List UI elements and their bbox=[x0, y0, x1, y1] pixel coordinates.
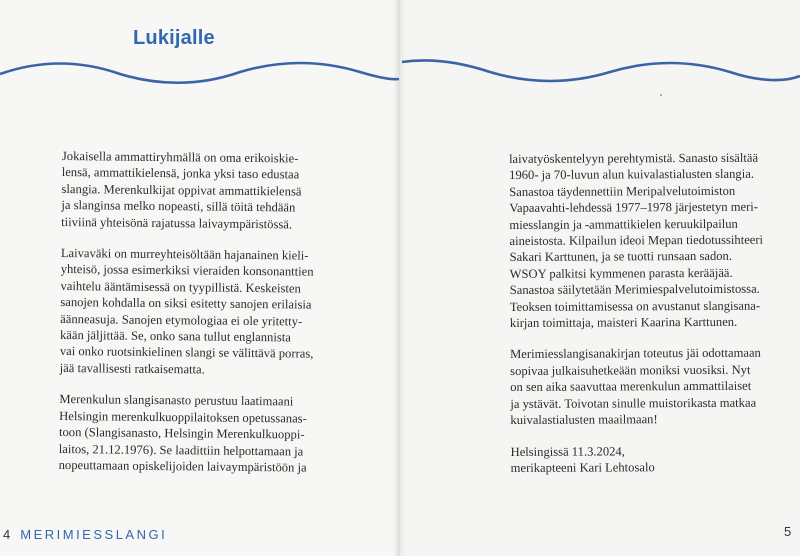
wave-divider bbox=[0, 52, 800, 92]
page-number-right: 5 bbox=[784, 524, 792, 539]
paper-speck bbox=[660, 94, 662, 96]
paragraph: Laivaväki on murreyhteisöltään hajanainen kieli- yhteisö, jossa esimerkiksi vieraiden konsonanttien vaihtelu ääntämisessä on tyypillistä. Keskeisten sanojen kohdalla on siksi esitetty sanojen erilaisia äänneasuja. Sanojen etymologiaa ei ole yritetty- kään jäljittää. Se, onko sana tullut englannista vai onko ruotsinkielinen slangi se välittävä porras, jää tavallisesti ratkaisematta. bbox=[59, 246, 314, 377]
paragraph: Jokaisella ammattiryhmällä on oma erikoiskie- lensä, ammattikielensä, jonka yksi taso edustaa slangia. Merenkulkijat oppivat ammattikielensä ja slanginsa melko nopeasti, sillä töitä tehdään tiiviinä yhteisönä rajatussa laivaympäristössä. bbox=[61, 148, 302, 232]
page-title: Lukijalle bbox=[133, 27, 215, 49]
right-text-column bbox=[509, 150, 781, 492]
paragraph: Merimiesslangisanakirjan toteutus jäi odottamaan sopivaa julkaisuhetkeään moniksi vuosiksi. Nyt on sen aika saavuttaa merenkulun ammattilaiset ja ystävät. Toivotan sinulle muistorikasta matkaa kuivalastialusten maailmaan! bbox=[510, 346, 761, 428]
signature: Helsingissä 11.3.2024, merikapteeni Kari Lehtosalo bbox=[510, 443, 655, 475]
paragraph: Merenkulun slangisanasto perustuu laatimaani Helsingin merenkulkuoppilaitoksen opetussanas- toon (Slangisanasto, Helsingin Merenkulkuoppi- laitos, 21.12.1976). Se laadittiin helpottamaan ja nopeuttamaan opiskelijoiden laivaympäristöön ja bbox=[58, 392, 307, 475]
left-footer bbox=[3, 527, 167, 542]
paragraph: laivatyöskentelyyn perehtymistä. Sanasto sisältää 1960- ja 70-luvun alun kuivalastialusten slangia. Sanastoa täydennettiin Meripalvelutoimiston Vapaavahti-lehdessä 1977–1978 järjestetyn meri- miesslangin ja -ammattikielen keruukilpailun aineistosta. Kilpailun ideoi Mepan tiedotussihteeri Sakari Karttunen, ja se tuotti runsaan sadon. WSOY palkitsi kymmenen parasta kerääjää. Sanastoa säilytetään Merimiespalvelutoimistossa. Teoksen toimittamisessa on avustanut slangisana- kirjan toimittaja, maisteri Kaarina Karttunen. bbox=[509, 150, 764, 331]
page-number-left: 4 bbox=[3, 527, 11, 542]
left-text-column bbox=[58, 148, 362, 491]
series-title: MERIMIESSLANGI bbox=[20, 527, 168, 542]
